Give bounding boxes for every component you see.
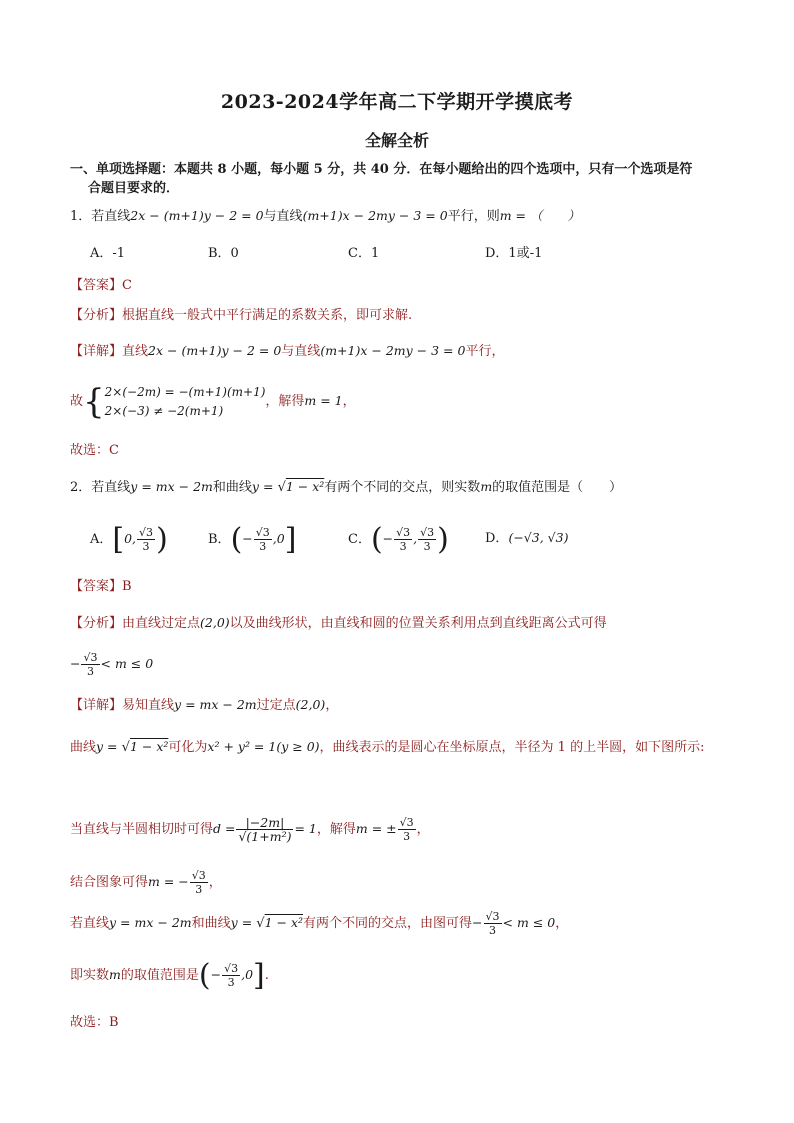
q1-solve-value: m = 1 — [304, 393, 343, 408]
q2-tangent — [70, 808, 430, 850]
q1-option-d: D．1或-1 — [485, 246, 543, 261]
q1-detail-line-b: (m+1)x − 2my − 3 = 0 — [320, 343, 466, 358]
q2-curve-y2: y = — [96, 739, 118, 754]
q2-if-curve-rad: 1 − x² — [264, 915, 304, 930]
q2-option-b: B．(− $\frac{√3}{3}$ ,0] — [208, 521, 297, 557]
q2-tangent-d: d = — [213, 821, 236, 836]
q2-tangent-frac — [236, 816, 293, 843]
q2-if-curve-y: y = — [230, 915, 253, 930]
document-subtitle: 全解全析 — [364, 131, 429, 150]
frac-num: √3 — [485, 910, 500, 923]
q1-mid: 与直线 — [263, 209, 303, 224]
q1-line-b: (m+1)x − 2my − 3 = 0 — [302, 208, 448, 223]
q1-option-b: B．0 — [208, 246, 239, 261]
q2-range-end: . — [264, 968, 269, 983]
q1-option-a: A．-1 — [90, 246, 126, 261]
q2-option-b-frac — [254, 526, 272, 553]
q2-option-c-frac1 — [394, 526, 412, 553]
q2-analysis-range: − $\frac{√3}{3}$ < m ≤ 0 — [70, 651, 154, 678]
bracket-open: [ — [112, 521, 125, 557]
paren-close: ) — [437, 521, 449, 557]
q1-system-body — [105, 383, 266, 421]
q2-analysis-frac — [81, 651, 99, 678]
q2-curve-a: 曲线 — [70, 740, 97, 755]
q2-option-d-value: (−√3, √3) — [508, 530, 569, 545]
q2-analysis-point: (2,0) — [200, 615, 230, 630]
q2-analysis-a: 由直线过定点 — [122, 616, 201, 631]
q2-option-c: C．(− $\frac{√3}{3}$ , $\frac{√3}{3}$ ) — [348, 521, 449, 557]
paren-open: ( — [198, 957, 211, 993]
q2-combine-a: 结合图象可得 — [70, 875, 149, 890]
frac-num: √3 — [255, 526, 270, 539]
q1-therefore: 故 — [70, 394, 84, 409]
frac-num: √3 — [83, 651, 98, 664]
frac-num: |−2m| — [236, 816, 293, 830]
q1-suffix-b: m = （ ） — [499, 208, 580, 223]
paren-close: ) — [156, 521, 168, 557]
q2-analysis-tag: 【分析】 — [70, 616, 123, 631]
frac-den: 3 — [399, 540, 407, 553]
frac-den: √(1+m²) — [238, 829, 292, 844]
q1-suffix-a: 平行，则 — [447, 209, 500, 224]
q2-if-a: 若直线 — [70, 916, 110, 931]
q2-combine-frac — [190, 869, 208, 896]
q2-option-c-frac2 — [418, 526, 436, 553]
q1-system-eq1: 2×(−2m) = −(m+1)(m+1) — [104, 384, 266, 399]
q1-solve: ，解得 — [265, 394, 305, 409]
q2-detail-point: (2,0) — [295, 697, 326, 712]
q2-range-frac — [222, 962, 240, 989]
frac-den: 3 — [142, 540, 150, 553]
paren-open: ( — [230, 521, 243, 557]
frac-num: √3 — [224, 962, 239, 975]
q2-if-ineq: < m ≤ 0 — [502, 915, 556, 930]
q2-detail-line: y = mx − 2m — [174, 697, 257, 712]
q1-choose-text: 故选：C — [70, 443, 119, 458]
bracket-close: ] — [253, 957, 265, 993]
q2-curve-b: 可化为 — [168, 740, 208, 755]
q2-curve-rad2: 1 − x² — [129, 739, 169, 754]
q2-range-var: m — [109, 967, 121, 982]
q2-if: 若直线y = mx − 2m和曲线y = √1 − x²有两个不同的交点，由图可得− $\frac{√3}{3}$ < m ≤ 0， — [70, 910, 569, 937]
q2-range-a: 即实数 — [70, 968, 110, 983]
q1-system — [70, 380, 356, 422]
q2-option-d — [485, 528, 568, 549]
q2-answer-tag: 【答案】 — [70, 579, 123, 594]
q2-answer-value: B — [122, 579, 132, 594]
q1-detail-tag: 【详解】 — [70, 344, 123, 359]
q1-choose — [70, 441, 119, 461]
q2-choose-text: 故选：B — [70, 1015, 119, 1030]
q2-combine-val: m = − — [148, 874, 189, 889]
q2-analysis-b: 以及曲线形状，由直线和圆的位置关系利用点到直线距离公式可得 — [229, 616, 607, 631]
frac-den: 3 — [195, 883, 203, 896]
q2-line: y = mx − 2m — [130, 479, 213, 494]
q1-answer-tag: 【答案】 — [70, 278, 123, 293]
document-title: 2023-2024学年高二下学期开学摸底考 — [220, 91, 574, 113]
q1-system-eq2: 2×(−3) ≠ −2(m+1) — [104, 403, 224, 418]
q2-option-a: A．[0, $\frac{√3}{3}$ ) — [90, 521, 168, 557]
q1-solve-end: ， — [342, 394, 356, 409]
q1-prefix: 1．若直线 — [70, 209, 131, 224]
q1-detail-line-a: 2x − (m+1)y − 2 = 0 — [148, 343, 282, 358]
q2-answer — [70, 577, 132, 597]
q2-curve-eq: x² + y² = 1(y ≥ 0) — [207, 739, 320, 754]
q2-combine-b: ， — [208, 875, 222, 890]
frac-den: 3 — [489, 924, 497, 937]
bracket-close: ] — [284, 521, 297, 557]
q2-analysis-ineq: < m ≤ 0 — [100, 656, 154, 671]
q2-option-b-label: B． — [208, 532, 231, 547]
q2-option-a-frac — [137, 526, 155, 553]
q2-stem: 2．若直线y = mx − 2m和曲线y = √1 − x²有两个不同的交点，则实数m的取值范围是（ ） — [70, 479, 623, 495]
q2-combine — [70, 862, 222, 902]
q2-curve-y: y = — [251, 479, 274, 494]
q1-line-a: 2x − (m+1)y − 2 = 0 — [130, 208, 264, 223]
q2-detail-tag: 【详解】 — [70, 698, 123, 713]
q2-option-d-label: D． — [485, 531, 509, 546]
q1-analysis-text: 根据直线一般式中平行满足的系数关系，即可求解. — [122, 308, 413, 323]
frac-num: √3 — [139, 526, 154, 539]
q2-curve-rad: 1 − x² — [285, 479, 325, 494]
q1-answer-value: C — [122, 278, 132, 293]
q2-if-c: 有两个不同的交点，由图可得 — [303, 916, 473, 931]
q2-tangent-eq: = 1 — [294, 821, 317, 836]
section-heading-line1: 一、单项选择题：本题共 8 小题，每小题 5 分，共 40 分．在每小题给出的四个选项中，只有一个选项是符 — [70, 162, 693, 177]
q2-tangent-b: ，解得 — [316, 822, 356, 837]
frac-den: 3 — [227, 976, 235, 989]
q1-analysis-tag: 【分析】 — [70, 308, 123, 323]
q2-if-d: ， — [555, 916, 569, 931]
frac-num: √3 — [399, 816, 414, 829]
frac-num: √3 — [191, 869, 206, 882]
q1-detail — [70, 341, 504, 362]
q2-range: 即实数m的取值范围是(− $\frac{√3}{3}$ ,0]. — [70, 957, 269, 993]
q1-option-c: C．1 — [348, 246, 380, 261]
frac-num: √3 — [420, 526, 435, 539]
q2-var: m — [480, 479, 493, 494]
q2-curve: 曲线y = √1 − x²可化为x² + y² = 1(y ≥ 0)，曲线表示的是圆心在坐标原点，半径为 1 的上半圆，如下图所示: — [70, 739, 705, 755]
q2-prefix: 2．若直线 — [70, 480, 131, 495]
q2-if-b: 和曲线 — [191, 916, 231, 931]
section-heading-line2: 合题目要求的． — [88, 181, 180, 196]
q1-stem — [70, 206, 580, 227]
frac-den: 3 — [86, 665, 94, 678]
paren-open: ( — [370, 521, 383, 557]
q2-detail-a: 易知直线 — [122, 698, 175, 713]
q2-detail — [70, 695, 338, 716]
q2-tangent-sol: m = ± — [355, 821, 397, 836]
frac-num: √3 — [396, 526, 411, 539]
q1-detail-c: 平行， — [465, 344, 505, 359]
q1-detail-b: 与直线 — [281, 344, 321, 359]
q1-answer — [70, 276, 132, 296]
q2-option-a-label: A． — [90, 532, 113, 547]
q1-brace: { — [83, 381, 105, 422]
q2-option-c-label: C． — [348, 532, 371, 547]
q2-analysis — [70, 613, 607, 634]
q2-tangent-c: ， — [416, 822, 430, 837]
frac-den: 3 — [259, 540, 267, 553]
q2-suffix: 有两个不同的交点，则实数 — [324, 480, 481, 495]
q1-analysis — [70, 306, 412, 326]
q2-range-zero: 0 — [245, 967, 254, 982]
q2-mid: 和曲线 — [212, 480, 252, 495]
q2-suffix2: 的取值范围是（ ） — [492, 480, 623, 495]
q2-if-frac — [484, 910, 502, 937]
q2-choose — [70, 1013, 119, 1033]
q2-tangent-a: 当直线与半圆相切时可得 — [70, 822, 214, 837]
q2-tangent-sol-frac — [398, 816, 416, 843]
frac-den: 3 — [403, 830, 411, 843]
q2-if-line: y = mx − 2m — [109, 915, 192, 930]
q2-curve-c: ，曲线表示的是圆心在坐标原点，半径为 1 的上半圆，如下图所示: — [319, 740, 705, 755]
frac-den: 3 — [423, 540, 431, 553]
q2-range-b: 的取值范围是 — [120, 968, 199, 983]
q1-detail-a: 直线 — [122, 344, 149, 359]
q2-detail-b: 过定点 — [256, 698, 296, 713]
q2-detail-c: ， — [325, 698, 339, 713]
